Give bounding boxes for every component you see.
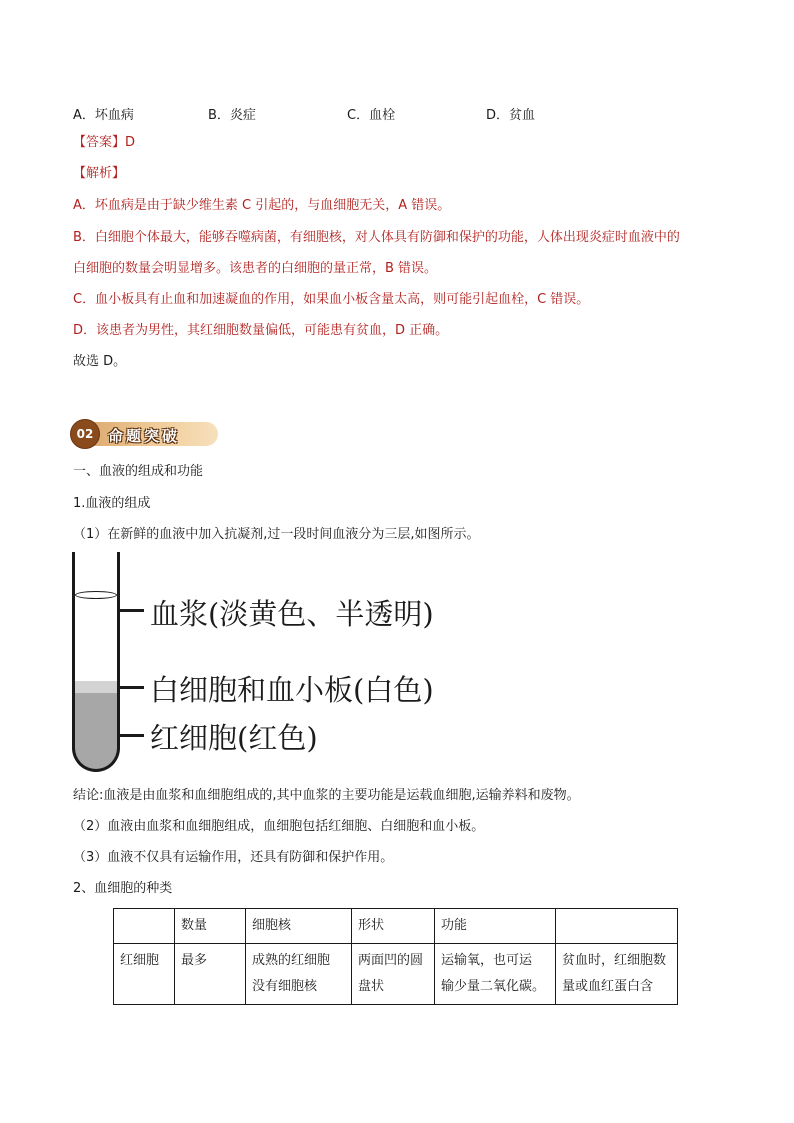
plasma-label: 血浆(淡黄色、半透明) — [150, 597, 434, 631]
table-row — [114, 944, 678, 1005]
shape-text: 盘状 — [358, 979, 385, 994]
function-text: 输少量二氧化碳。 — [441, 979, 546, 994]
analysis-label: 【解析】 — [73, 166, 126, 181]
banner-title: 命题突破 — [108, 427, 181, 445]
shape-text: 两面凹的圆 — [358, 953, 424, 968]
table-cell — [246, 944, 352, 1005]
option-c: C．血栓 — [347, 108, 396, 123]
test-tube-diagram — [72, 552, 120, 774]
table-header-cell: 细胞核 — [246, 909, 352, 944]
table-cell: 最多 — [175, 944, 246, 1005]
option-a: A．坏血病 — [73, 108, 134, 123]
answer-value: D — [125, 135, 136, 150]
function-text: 运输氧，也可运 — [441, 953, 533, 968]
intro-text: （1）在新鲜的血液中加入抗凝剂,过一段时间血液分为三层,如图所示。 — [73, 527, 480, 542]
banner-number: 02 — [70, 419, 100, 449]
table-header-cell — [114, 909, 175, 944]
conclusion-note: 结论:血液是由血浆和血细胞组成的,其中血浆的主要功能是运载血细胞,运输养料和废物。 — [73, 788, 580, 803]
nucleus-text: 成熟的红细胞 — [252, 953, 331, 968]
plasma-leader-line — [120, 609, 144, 612]
note-line: （2）血液由血浆和血细胞组成，血细胞包括红细胞、白细胞和血小板。 — [73, 819, 485, 834]
table-header-cell: 形状 — [352, 909, 435, 944]
note-text: 贫血时，红细胞数 — [562, 953, 667, 968]
section-title: 一、血液的组成和功能 — [73, 464, 204, 479]
analysis-line: C．血小板具有止血和加速凝血的作用，如果血小板含量太高，则可能引起血栓，C 错误。 — [73, 292, 590, 307]
option-d: D．贫血 — [486, 108, 536, 123]
subsection-title: 2、血细胞的种类 — [73, 881, 173, 896]
answer-label: 【答案】 — [73, 135, 126, 150]
table-header-cell: 功能 — [435, 909, 556, 944]
section-banner — [70, 419, 220, 449]
table-cell: 红细胞 — [114, 944, 175, 1005]
answer-line — [73, 133, 135, 153]
table-cell — [352, 944, 435, 1005]
nucleus-text: 没有细胞核 — [252, 979, 318, 994]
tube-glass — [72, 552, 120, 772]
table-cell — [556, 944, 678, 1005]
table-header-row — [114, 909, 678, 944]
table-header-cell — [556, 909, 678, 944]
note-line: （3）血液不仅具有运输作用，还具有防御和保护作用。 — [73, 850, 394, 865]
option-b: B．炎症 — [208, 108, 256, 123]
analysis-line: B．白细胞个体最大，能够吞噬病菌，有细胞核，对人体具有防御和保护的功能，人体出现炎症时血液中的 — [73, 230, 680, 245]
analysis-line: 白细胞的数量会明显增多。该患者的白细胞的量正常，B 错误。 — [73, 261, 438, 276]
analysis-line: A．坏血病是由于缺少维生素 C 引起的，与血细胞无关，A 错误。 — [73, 198, 451, 213]
note-text: 量或血红蛋白含 — [562, 979, 654, 994]
wbc-platelet-label: 白细胞和血小板(白色) — [150, 673, 434, 707]
wbc-leader-line — [120, 686, 144, 689]
analysis-line: D．该患者为男性，其红细胞数量偏低，可能患有贫血，D 正确。 — [73, 323, 449, 338]
blood-cell-table — [113, 908, 678, 1005]
table-cell — [435, 944, 556, 1005]
conclusion-line: 故选 D。 — [73, 354, 127, 369]
table-header-cell: 数量 — [175, 909, 246, 944]
subsection-title: 1.血液的组成 — [73, 496, 151, 511]
rbc-leader-line — [120, 734, 144, 737]
rbc-label: 红细胞(红色) — [150, 721, 318, 755]
